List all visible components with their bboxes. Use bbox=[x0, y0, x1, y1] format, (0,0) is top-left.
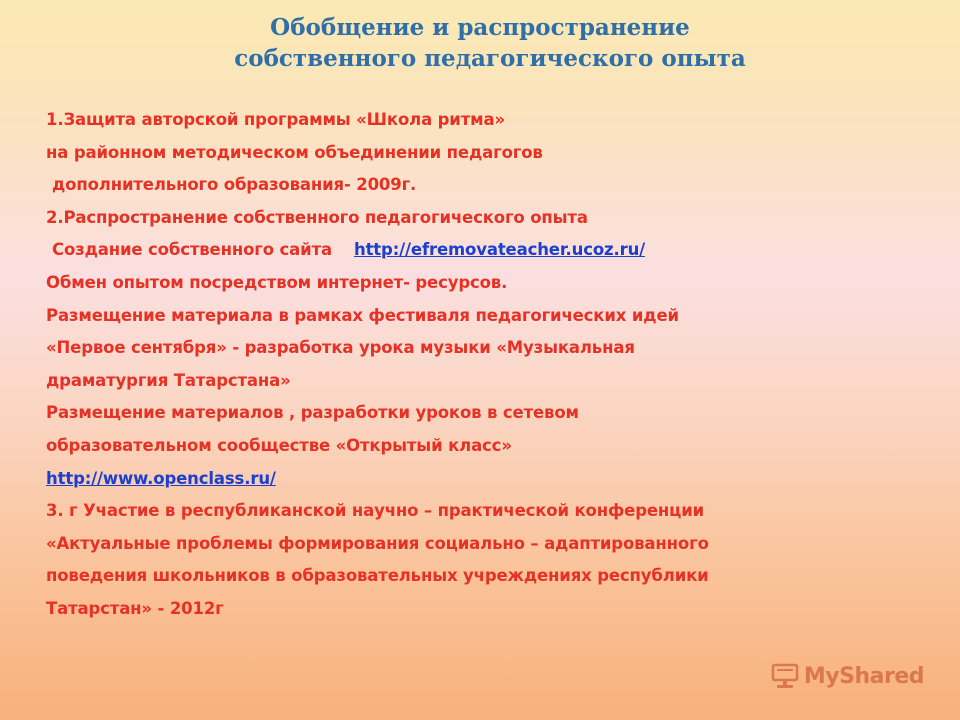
website-link[interactable]: http://efremovateacher.ucoz.ru/ bbox=[353, 240, 646, 260]
website-label: Создание собственного сайта bbox=[52, 240, 332, 260]
item-1-heading: 1.Защита авторской программы «Школа ритма» bbox=[46, 110, 505, 129]
item-3-line-4: Татарстан» - 2012г bbox=[46, 598, 224, 618]
item-2-heading: 2.Распространение собственного педагогического опыта bbox=[46, 207, 588, 227]
website-line bbox=[46, 234, 936, 267]
title-line-2: собственного педагогического опыта bbox=[234, 45, 746, 72]
festival-line-3: драматургия Татарстана» bbox=[46, 370, 291, 390]
watermark-text: MyShared bbox=[803, 663, 924, 689]
openclass-line-1: Размещение материалов , разработки уроков в сетевом bbox=[46, 403, 579, 423]
item-3-line-3: поведения школьников в образовательных учреждениях республики bbox=[46, 566, 709, 586]
slide-title bbox=[0, 12, 960, 74]
item-3-line-2: «Актуальные проблемы формирования социально – адаптированного bbox=[46, 533, 709, 553]
watermark-logo bbox=[770, 662, 924, 690]
festival-line-2: «Первое сентября» - разработка урока музыки «Музыкальная bbox=[46, 338, 635, 358]
item-1-line-2: на районном методическом объединении педагогов bbox=[46, 142, 543, 162]
projector-screen-icon bbox=[770, 662, 800, 690]
openclass-link[interactable]: http://www.openclass.ru/ bbox=[46, 468, 276, 488]
title-line-1: Обобщение и распространение bbox=[270, 14, 690, 41]
item-3-heading: 3. г Участие в республиканской научно – практической конференции bbox=[46, 501, 705, 521]
openclass-link-line bbox=[46, 463, 936, 496]
openclass-line-2: образовательном сообществе «Открытый класс» bbox=[46, 435, 512, 455]
content-body bbox=[46, 104, 936, 626]
item-1-line-3: дополнительного образования- 2009г. bbox=[52, 175, 417, 195]
festival-line-1: Размещение материала в рамках фестиваля педагогических идей bbox=[46, 305, 679, 325]
exchange-line: Обмен опытом посредством интернет- ресурсов. bbox=[46, 272, 508, 292]
